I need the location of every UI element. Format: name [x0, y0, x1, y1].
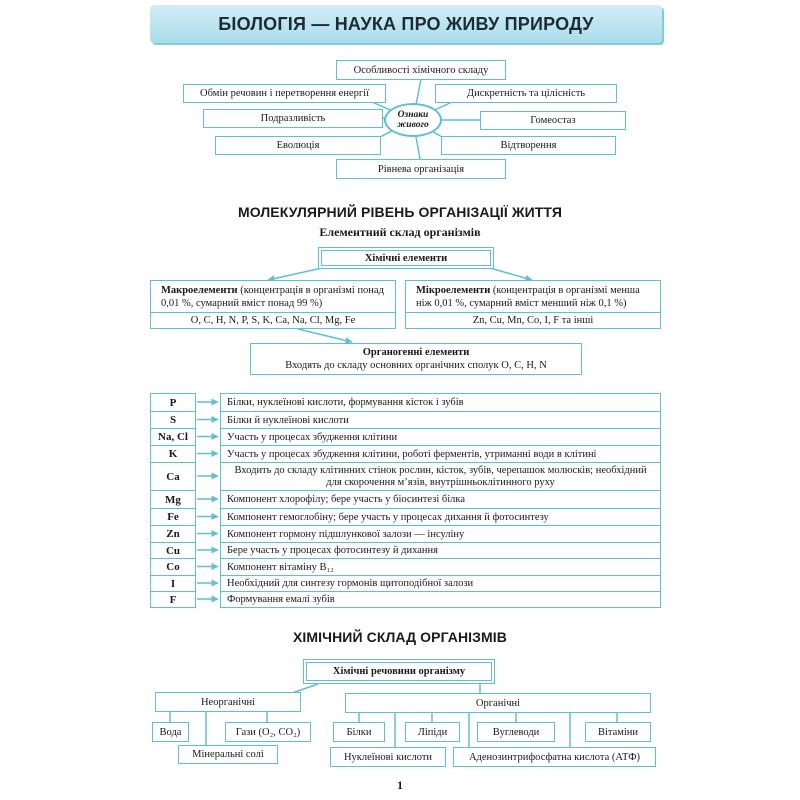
element-symbol-s: S [150, 411, 196, 429]
organic-proteins: Білки [333, 722, 385, 742]
element-role-k: Участь у процесах збудження клітини, роботі ферментів, утриманні води в клітині [220, 445, 661, 463]
inorganic-box: Неорганічні [155, 692, 301, 712]
element-role-f: Формування емалі зубів [220, 591, 661, 608]
organic-atp: Аденозинтрифосфатна кислота (АТФ) [453, 747, 656, 767]
element-symbol-cu: Cu [150, 542, 196, 559]
element-role-na-cl: Участь у процесах збудження клітини [220, 428, 661, 446]
element-symbol-k: K [150, 445, 196, 463]
connector-arrow [298, 329, 352, 342]
element-role-i: Необхідний для синтезу гормонів щитоподібної залози [220, 575, 661, 592]
page-header-banner [150, 5, 662, 43]
organic-box: Органічні [345, 693, 651, 713]
organogenic-elements-title: Органогенні елементи [362, 347, 470, 358]
inorganic-gases: Гази (O₂, CO₂) [225, 722, 311, 742]
chemical-composition-heading: ХІМІЧНИЙ СКЛАД ОРГАНІЗМІВ [292, 629, 508, 645]
sign-homeostasis: Гомеостаз [480, 111, 626, 130]
chemical-substances-box [303, 659, 495, 684]
element-symbol-zn: Zn [150, 525, 196, 543]
sign-level-organization: Рівнева організація [336, 159, 506, 179]
element-symbol-f: F [150, 591, 196, 608]
element-symbol-i: I [150, 575, 196, 592]
molecular-level-heading: МОЛЕКУЛЯРНИЙ РІВЕНЬ ОРГАНІЗАЦІЇ ЖИТТЯ [237, 204, 563, 220]
element-role-zn: Компонент гормону підшлункової залози — інсуліну [220, 525, 661, 543]
element-role-co: Компонент вітаміну B₁₂ [220, 558, 661, 576]
microelements-title: Мікроелементи [416, 284, 491, 296]
element-role-ca: Входить до складу клітинних стінок рослин, кісток, зубів, черепашок молюсків; необхідний для скорочення м’язів, внутрішньоклітинного руху [220, 462, 661, 491]
element-symbol-fe: Fe [150, 508, 196, 526]
microelements-description-box [405, 280, 661, 313]
element-role-fe: Компонент гемоглобіну; бере участь у процесах дихання й фотосинтезу [220, 508, 661, 526]
page-title: БІОЛОГІЯ — НАУКА ПРО ЖИВУ ПРИРОДУ [218, 13, 594, 34]
macroelements-description: (концентрація в організмі понад 0,01 %, сумарний вміст понад 99 %) [161, 284, 384, 309]
macroelements-title: Макроелементи [161, 284, 238, 296]
chemical-elements-label: Хімічні елементи [321, 250, 491, 266]
element-symbol-co: Co [150, 558, 196, 576]
element-symbol-na-cl: Na, Cl [150, 428, 196, 446]
organic-nucleic-acids: Нуклеїнові кислоти [330, 747, 446, 767]
sign-metabolism: Обмін речовин і перетворення енергії [183, 84, 386, 103]
sign-chemical-composition: Особливості хімічного складу [336, 60, 506, 80]
macroelements-list: O, C, H, N, P, S, K, Ca, Na, Cl, Mg, Fe [150, 312, 396, 329]
inorganic-mineral-salts: Мінеральні солі [178, 745, 278, 764]
element-role-s: Білки й нуклеїнові кислоти [220, 411, 661, 429]
elemental-composition-subheading: Елементний склад організмів [319, 225, 481, 239]
organogenic-elements-box [250, 343, 582, 375]
organic-vitamins: Вітаміни [585, 722, 651, 742]
connector-arrow [268, 268, 322, 280]
organic-carbohydrates: Вуглеводи [477, 722, 555, 742]
element-symbol-mg: Mg [150, 490, 196, 509]
chemical-elements-box [318, 247, 494, 269]
sign-discreteness: Дискретність та цілісність [435, 84, 617, 103]
element-role-cu: Бере участь у процесах фотосинтезу й дихання [220, 542, 661, 559]
sign-evolution: Еволюція [215, 136, 381, 155]
sign-reproduction: Відтворення [441, 136, 616, 155]
microelements-description: (концентрація в організмі менша ніж 0,01 %, сумарний вміст менший ніж 0,1 %) [416, 284, 640, 309]
signs-of-life-center-oval: Ознаки живого [384, 103, 442, 137]
sign-irritability: Подразливість [203, 109, 383, 128]
organic-lipids: Ліпіди [405, 722, 460, 742]
element-symbol-ca: Ca [150, 462, 196, 491]
organogenic-elements-description: Входять до складу основних органічних сполук O, C, H, N [285, 360, 547, 371]
chemical-substances-label: Хімічні речовини організму [306, 662, 492, 681]
macroelements-description-box [150, 280, 396, 313]
element-role-p: Білки, нуклеїнові кислоти, формування кісток і зубів [220, 393, 661, 412]
page-number: 1 [397, 778, 403, 792]
microelements-list: Zn, Cu, Mn, Co, I, F та інші [405, 312, 661, 329]
element-symbol-p: P [150, 393, 196, 412]
inorganic-water: Вода [152, 722, 189, 742]
connector-arrow [490, 268, 532, 280]
element-role-mg: Компонент хлорофілу; бере участь у біосинтезі білка [220, 490, 661, 509]
